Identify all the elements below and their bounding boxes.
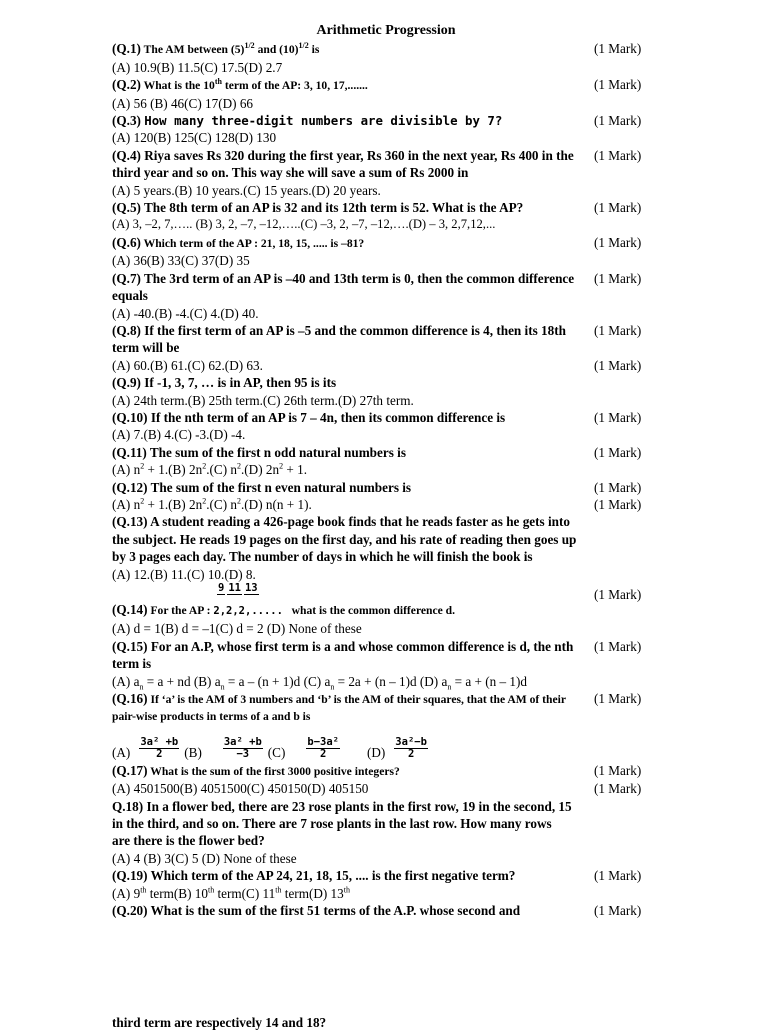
worksheet	[112, 22, 660, 920]
fraction: 13	[244, 582, 258, 594]
options: (A) 36(B) 33(C) 37(D) 35	[112, 253, 250, 269]
mark-label: (1 Mark)	[594, 113, 642, 129]
fraction: $\frac{\text{3a² +b}}{-3}$	[223, 735, 262, 760]
page-title: Arithmetic Progression	[316, 23, 456, 38]
mark-label: (1 Mark)	[594, 322, 642, 338]
options: (A) -40.(B) -4.(C) 4.(D) 40.	[112, 305, 259, 321]
mark-label: (1 Mark)	[594, 41, 642, 57]
fraction: 9	[218, 582, 225, 594]
options: (A) 7.(B) 4.(C) -3.(D) -4.	[112, 427, 246, 443]
question-4: (Q.4) Riya saves Rs 320 during the first year, Rs 360 in the next year, Rs 400 in the third year and so on. This way she will save a sum of Rs 2000 in (1 Mark)	[112, 147, 660, 182]
q-number: (Q.1)	[112, 41, 141, 57]
question-20: (Q.20) What is the sum of the first 51 terms of the A.P. whose second and (1 Mark)	[112, 902, 660, 919]
options: (A) 24th term.(B) 25th term.(C) 26th term.(D) 27th term.	[112, 392, 414, 408]
mark-label: (1 Mark)	[594, 762, 642, 778]
fraction: $\frac{\text{b−3a²}}{2}$	[307, 735, 339, 760]
mark-label: (1 Mark)	[594, 270, 642, 286]
question-8: (Q.8) If the first term of an AP is –5 and the common difference is 4, then its 18th term will be (1 Mark)	[112, 322, 660, 357]
options: (A) 4 (B) 3(C) 5 (D) None of these	[112, 850, 297, 866]
question-2: (Q.2) What is the 10th term of the AP: 3, 10, 17,....... (1 Mark)	[112, 76, 660, 94]
options: (A) $n^2 + 1.(B)$ $2n^2.(C)$ $n^2.(D) 2n^2 + 1$.	[112, 461, 307, 478]
question-5: (Q.5) The 8th term of an AP is 32 and its 12th term is 52. What is the AP? (1 Mark)	[112, 199, 660, 216]
question-1: (Q.1) The AM between $(5)^{1/2}$ and $(10)^{1/2}$ is (1 Mark)	[112, 40, 660, 58]
question-14-fractions	[112, 583, 660, 603]
mark-label: (1 Mark)	[594, 479, 642, 495]
options: (A) $n^2 + 1.(B)$ $2n^2.(C)$ $n^2.(D) n(n + 1)$.	[112, 496, 312, 512]
question-13: (Q.13) A student reading a 426-page book finds that he reads faster as he gets into the subject. He reads 19 pages on the first day, and his rate of reading then goes up by 3 pages each day. The number of days in which he will finish the book is	[112, 514, 577, 565]
fraction: 11	[228, 582, 241, 594]
options: (A) $\frac{\text{3a² +b}}{2}$ (B) $\frac{\text{3a² +b}}{-3}$ (C) $\frac{\text{b−3a²}}{2}$ (D) $\frac{\text{3a²−b}}{2}$	[112, 735, 427, 761]
options: (A) 10.9(B) 11.5(C) 17.5(D) 2.7	[112, 59, 283, 75]
fraction: $\frac{\text{3a²−b}}{2}$	[395, 735, 427, 760]
question-15: (Q.15) For an A.P, whose first term is a and whose common difference is d, the nth term is (1 Mark)	[112, 638, 660, 673]
mark-label: (1 Mark)	[594, 200, 642, 216]
options: (A) $a_n = a$ + nd (B) $a_n = a - (n + 1)d$ (C) $a_n = 2a + (n - 1)d$ (D) $a_n = a + (n - 1)d$	[112, 673, 527, 692]
mark-label: (1 Mark)	[594, 638, 642, 654]
question-3: (Q.3) How many three-digit numbers are divisible by 7? (1 Mark)	[112, 112, 660, 129]
mark-label: (1 Mark)	[594, 77, 642, 93]
mark-label: (1 Mark)	[594, 868, 642, 884]
question-7: (Q.7) The 3rd term of an AP is –40 and 13th term is 0, then the common difference equals (1 Mark)	[112, 270, 660, 305]
options: (A) 3, –2, 7,….. (B) 3, 2, –7, –12,…..(C) –3, 2, –7, –12,….(D) – 3, 2,7,12,...	[112, 217, 496, 232]
mark-label: (1 Mark)	[594, 781, 642, 797]
mark-label: (1 Mark)	[594, 409, 642, 425]
options: (A) 5 years.(B) 10 years.(C) 15 years.(D) 20 years.	[112, 182, 381, 198]
options: (A) 12.(B) 11.(C) 10.(D) 8.	[112, 566, 256, 582]
fraction: $\frac{\text{3a² +b}}{2}$	[140, 735, 179, 760]
options: (A) d = 1(B) d = –1(C) d = 2 (D) None of these	[112, 621, 362, 637]
options: (A) 56 (B) 46(C) 17(D) 66	[112, 95, 254, 111]
mark-label: (1 Mark)	[594, 147, 642, 163]
options: (A) 9th term(B) 10th term(C) 11th term(D) 13th	[112, 885, 350, 901]
mark-label: (1 Mark)	[594, 586, 642, 602]
mark-label: (1 Mark)	[594, 234, 642, 250]
question-18: Q.18) In a flower bed, there are 23 rose plants in the first row, 19 in the second, 15 in the third, and so on. There are 7 rose plants in the last row. How many rows are there is the flower bed?	[112, 798, 572, 849]
question-11: (Q.11) The sum of the first n odd natural numbers is (1 Mark)	[112, 444, 660, 461]
question-9: (Q.9) If -1, 3, 7, … is in AP, then 95 is its	[112, 375, 337, 391]
question-19: (Q.19) Which term of the AP 24, 21, 18, 15, .... is the first negative term? (1 Mark)	[112, 867, 660, 884]
cut-off-line: third term are respectively 14 and 18?	[112, 1015, 327, 1030]
mark-label: (1 Mark)	[594, 444, 642, 460]
mark-label: (1 Mark)	[594, 357, 642, 373]
mark-label: (1 Mark)	[594, 496, 642, 512]
question-14: (Q.14) For the AP : 2,2,2,..... what is the common difference d.	[112, 602, 456, 617]
mark-label: (1 Mark)	[594, 691, 642, 707]
question-10: (Q.10) If the nth term of an AP is 7 – 4n, then its common difference is (1 Mark)	[112, 409, 660, 426]
options: (A) 60.(B) 61.(C) 62.(D) 63.	[112, 357, 263, 373]
options: (A) 120(B) 125(C) 128(D) 130	[112, 130, 277, 146]
options: (A) 4501500(B) 4051500(C) 450150(D) 405150	[112, 781, 369, 797]
question-12: (Q.12) The sum of the first n even natural numbers is (1 Mark)	[112, 479, 660, 496]
question-17: (Q.17) What is the sum of the first 3000 positive integers? (1 Mark)	[112, 762, 660, 780]
question-6: (Q.6) Which term of the AP : 21, 18, 15, ..... is –81? (1 Mark)	[112, 234, 660, 252]
mark-label: (1 Mark)	[594, 903, 642, 919]
question-16: (Q.16) If ‘a’ is the AM of 3 numbers and ‘b’ is the AM of their squares, that the AM of their pair-wise products in terms of a and b is (1 Mark)	[112, 690, 660, 726]
